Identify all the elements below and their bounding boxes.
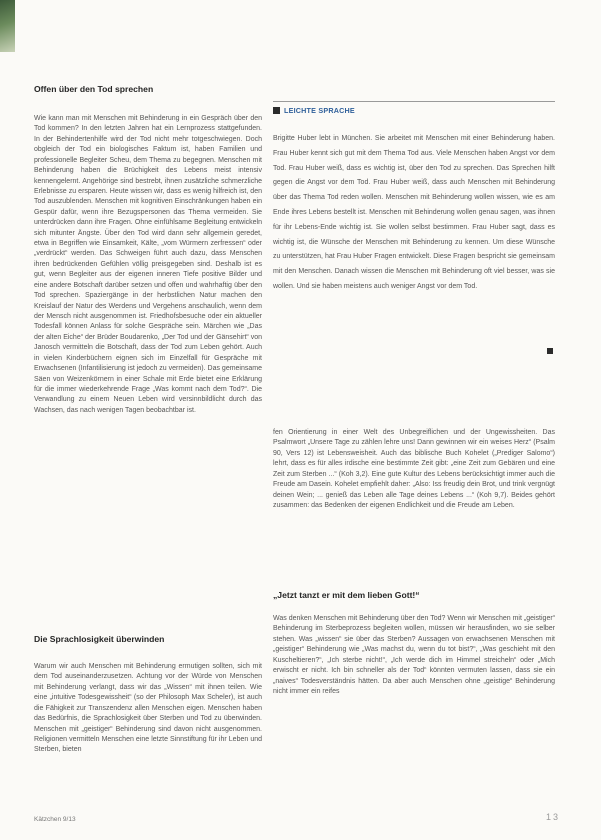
page-number: 13	[546, 812, 561, 822]
continued-body: fen Orientierung in einer Welt des Unbegreiflichen und der Ungewissheiten. Das Psalmwort „Unsere Tage zu zählen lehre uns! Dann gewinnen wir ein weises Herz“ (Psalm 90, Vers 12) ist Lebensweisheit. Auch das biblische Buch Kohelet („Prediger Salomo“) lehrt, dass es für alles irdische eine bestimmte Zeit gibt: „eine Zeit zum Gebären und eine Zeit zum Sterben ...“ (Koh 3,2). Eine gute Kultur des Lebens berücksichtigt immer auch die Freude am Dasein. Kohelet empfiehlt daher: „Also: Iss freudig dein Brot, und trink vergnügt deinen Wein; ... genieß das Leben alle Tage deines Lebens ...“ (Koh 9,7). Beides gehört zusammen: das Bedenken der eigenen Endlichkeit und die Freude am Leben.	[273, 429, 555, 509]
section-body-tanzt: Was denken Menschen mit Behinderung über den Tod? Wenn wir Menschen mit „geistiger“ Behinderung im Sterbeprozess begleiten wollen, müssen wir herausfinden, wo sie selber stehen. Was „wissen“ sie über das Sterben? Aussagen von erwachsenen Menschen mit „geistiger“ Behinderung wie „Was machst du, wenn du tot bist?“, „Was geschieht mit den Kuscheltieren?“, „Ich sterbe nicht!“, „Ich werde dich im Himmel streicheln“ oder „Mich erwischt er nicht. Ich bin schneller als der Tod“ könnten vermuten lassen, dass sie ein „naives“ Todesverständnis hätten. Da aber auch Menschen ohne „geistige“ Behinderung nicht immer ein reifes	[273, 615, 555, 695]
section-body-sprachlosigkeit: Warum wir auch Menschen mit Behinderung ermutigen sollten, sich mit dem Tod auseinanderzusetzen. Achtung vor der Würde von Menschen mit Behinderung verlangt, dass wir das „Wissen“ mit ihnen teilen. Wie eine „intuitive Todesgewissheit“ (so der Philosoph Max Scheler), ist auch die Fähigkeit zur Transzendenz allen Menschen eigen. Menschen haben das Bedürfnis, die Sprachlosigkeit über Sterben und Tod zu überwinden. Menschen mit „geistiger“ Behinderung sind davon nicht ausgenommen. Religionen vermitteln Menschen eine letzte Sinnstiftung für ihr Leben und Sterben, bieten	[34, 663, 262, 754]
box-body: Brigitte Huber lebt in München. Sie arbeitet mit Menschen mit einer Behinderung haben. Frau Huber kennt sich gut mit dem Thema Tod aus. Viele Menschen haben Angst vor dem Tod. Frau Huber weiß, dass es wichtig ist, über den Tod zu sprechen. Das Sprechen hilft gegen die Angst vor dem Tod. Frau Huber weiß, dass auch Menschen mit Behinderung über das Thema Tod reden wollen. Menschen mit Behinderung wollen wissen, wie es am Ende ihres Lebens bestellt ist. Menschen mit Behinderung wollen genau sagen, was ihnen für ihr Lebens-Ende wichtig ist. Sie wollen selbst bestimmen. Frau Huber sagt, dass es wichtig ist, die Wünsche der Menschen mit Behinderung zu kennen. Um diese Wünsche zu unterstützen, hat Frau Huber Fragen entwickelt. Diese Fragen bespricht sie gemeinsam mit den Menschen. Danach wissen die Menschen mit Behinderung oft viel besser, was sie wollen. Und sie haben meistens auch weniger Angst vor dem Tod.	[273, 135, 555, 290]
section-title-tanzt: „Jetzt tanzt er mit dem lieben Gott!“	[273, 590, 420, 600]
box-header	[273, 106, 555, 115]
square-bullet-icon	[273, 107, 280, 114]
corner-photo	[0, 0, 15, 52]
box-label: LEICHTE SPRACHE	[284, 106, 355, 115]
section-tod	[34, 84, 262, 414]
box-frame	[273, 101, 555, 367]
section-body-tod: Wie kann man mit Menschen mit Behinderung in ein Gespräch über den Tod kommen? In den letzten Jahren hat ein Lernprozess stattgefunden. In der Behindertenhilfe wird der Tod nicht mehr totgeschwiegen. Doch obgleich der Tod ein biologisches Faktum ist, haben Familien und professionelle Begleiter Scheu, dem Thema zu begegnen. Menschen mit Behinderung haben die Brüchigkeit des Lebens meist intensiv kennengelernt. Angehörige sind bestrebt, ihnen zusätzliche schmerzliche Erlebnisse zu ersparen. Heute wissen wir, dass es wenig hilfreich ist, den Tod auszublenden. Menschen mit kognitiven Einschränkungen haben ein Gespür dafür, wenn ihre Bezugspersonen das Thema vermeiden. Sie unterdrücken dann ihre Fragen. Ohne einfühlsame Begleitung entwickeln sich mitunter Ängste. Über den Tod wird dann sehr allgemein geredet, etwa in Begriffen wie Einsamkeit, Kälte, „vom Würmern zerfressen“ oder „verdrückt“ werden. Das Schweigen führt auch dazu, dass Menschen ihren bedrückenden Gefühlen völlig preisgegeben sind. Deshalb ist es gut, wenn Begleiter aus der eigenen inneren Tiefe positive Bilder und eine andere Botschaft darüber setzen und offen und wahrhaftig über den Tod sprechen. Spaziergänge in der herbstlichen Natur machen den Kreislauf der Natur des Werdens und Vergehens anschaulich, wenn dem der Mensch nicht ausgenommen ist. Friedhofsbesuche oder ein aktueller Todesfall können Anlass für solche Gespräche sein. Märchen wie „Das der alten Eiche“ der Brüder Boudarenko, „Der Tod und der Gänsehirt“ von Janosch vermitteln die Botschaft, dass der Tod zum Leben gehört. Auch in vielen Kinderbüchern eignen sich im Einzelfall für Gespräche mit Erwachsenen (Infantilisierung ist jedoch zu vermeiden). Das gemeinsame Säen von Weizenkörnern in einer Schale mit Erde bietet eine Erklärung für die immer wiederkehrende Frage „Was kommt nach dem Tod?“. Die Verwandlung zu einem Neuen Leben wird versinnbildlicht durch das Wachsen, das nach wenigen Tagen beobachtbar ist.	[34, 115, 262, 414]
right-continued-text	[273, 428, 555, 511]
end-mark-icon	[547, 348, 553, 354]
section-title-sprachlosigkeit: Die Sprachlosigkeit überwinden	[34, 634, 165, 644]
section-title-tod: Offen über den Tod sprechen	[34, 84, 154, 94]
issue-label: Kätzchen 9/13	[34, 816, 76, 823]
